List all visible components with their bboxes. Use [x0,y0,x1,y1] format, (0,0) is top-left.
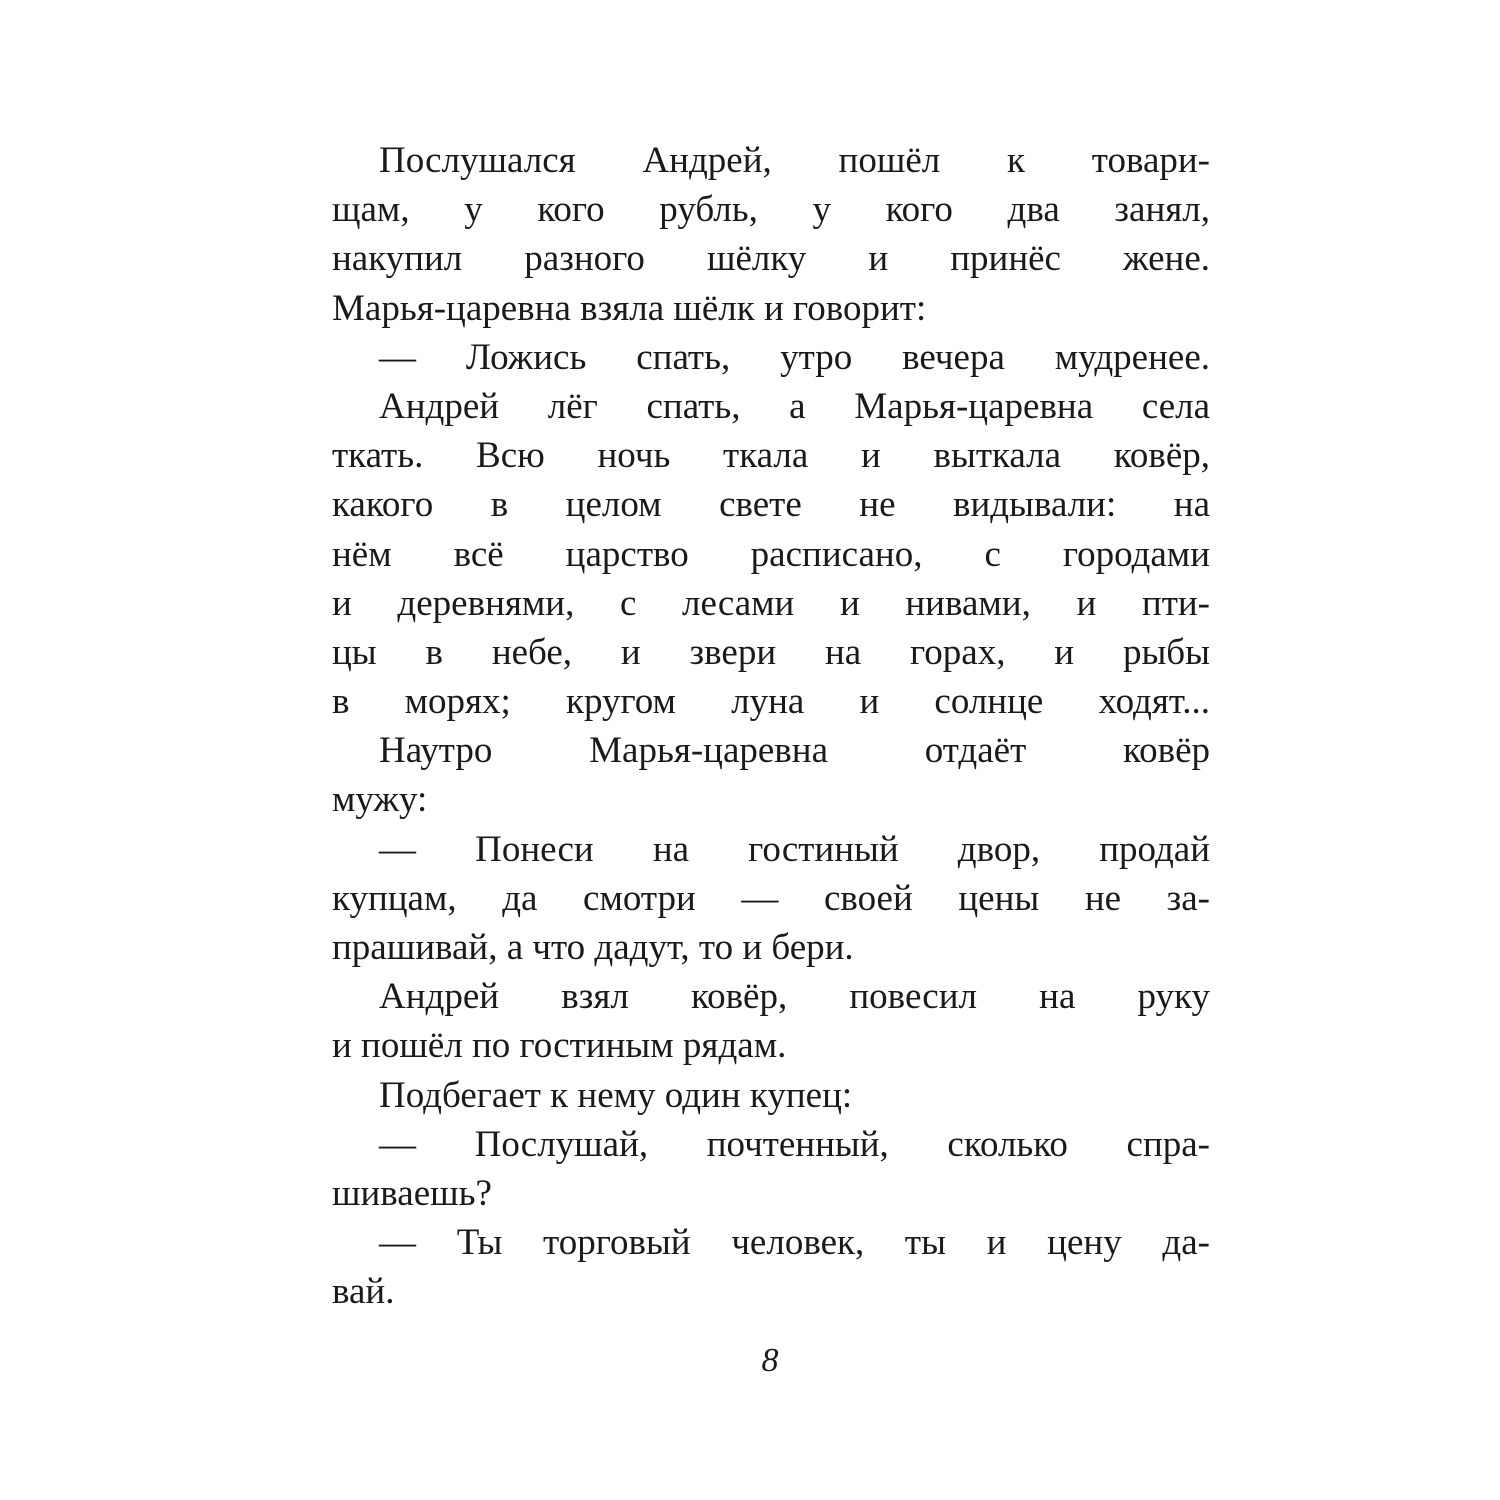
text-line: цы в небе, и звери на горах, и рыбы [332,631,1210,673]
text-line: — Ты торговый человек, ты и цену да- [379,1222,1210,1264]
text-line: Андрей лёг спать, а Марья-царевна села [379,385,1210,427]
body-text [332,136,1210,1317]
text-line: накупил разного шёлку и принёс жене. [332,238,1210,280]
text-line: — Ложись спать, утро вечера мудренее. [379,336,1210,378]
text-line: и деревнями, с лесами и нивами, и пти- [332,582,1210,624]
text-line: нём всё царство расписано, с городами [332,533,1210,575]
text-line: Послушался Андрей, пошёл к товари- [379,140,1210,181]
text-line: и пошёл по гостиным рядам. [332,1025,787,1067]
text-line: Наутро Марья-царевна отдаёт ковёр [379,730,1210,772]
text-line: прашивай, а что дадут, то и бери. [332,927,854,968]
page-number: 8 [761,1342,779,1379]
text-line: в морях; кругом луна и солнце ходят... [332,681,1210,723]
text-line: — Понеси на гостиный двор, продай [379,828,1210,870]
text-line: щам, у кого рубль, у кого два занял, [332,189,1210,231]
text-line: Марья-царевна взяла шёлк и говорит: [332,287,927,329]
text-line: Подбегает к нему один купец: [379,1074,853,1116]
text-line: ткать. Всю ночь ткала и выткала ковёр, [332,435,1210,477]
text-line: какого в целом свете не видывали: на [332,484,1210,526]
text-line: Андрей взял ковёр, повесил на руку [379,976,1210,1018]
text-line: шиваешь? [332,1172,492,1214]
text-line: — Послушай, почтенный, сколько спра- [379,1123,1210,1165]
text-line: купцам, да смотри — своей цены не за- [332,877,1210,919]
text-line: вай. [332,1271,395,1313]
text-line: мужу: [332,779,428,821]
